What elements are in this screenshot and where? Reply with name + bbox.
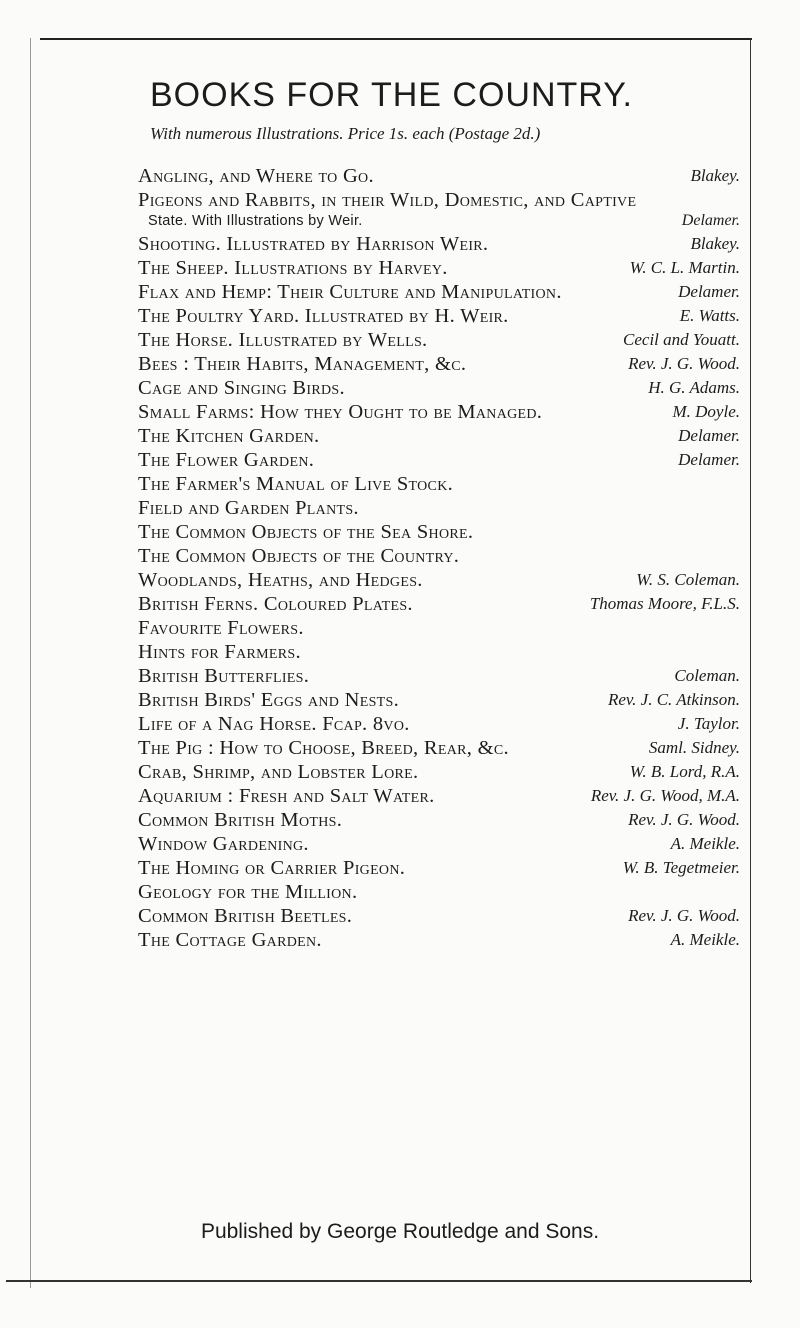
list-item [138, 640, 740, 664]
list-item [138, 616, 740, 640]
book-title: The Common Objects of the Country. [138, 545, 460, 567]
book-title: The Cottage Garden. [138, 929, 322, 951]
book-author: Rev. J. C. Atkinson. [607, 690, 740, 709]
list-item [138, 568, 740, 592]
book-title: Crab, Shrimp, and Lobster Lore. [138, 761, 419, 783]
list-item [138, 856, 740, 880]
book-author: E. Watts. [679, 306, 740, 325]
book-title: British Birds' Eggs and Nests. [138, 689, 400, 711]
book-author: Cecil and Youatt. [623, 330, 740, 349]
page-subtitle: With numerous Illustrations. Price 1s. each (Postage 2d.) [150, 124, 541, 143]
book-list [138, 164, 740, 952]
book-title: Small Farms: How they Ought to be Managed. [138, 401, 543, 423]
book-author: Rev. J. G. Wood. [628, 354, 740, 373]
list-item [138, 304, 740, 328]
list-item [138, 928, 740, 952]
frame-right-rule [750, 38, 751, 1283]
book-title: Cage and Singing Birds. [138, 377, 345, 399]
book-author: Rev. J. G. Wood. [628, 906, 740, 925]
list-item [138, 256, 740, 280]
book-title: Geology for the Million. [138, 881, 358, 903]
book-title: The Pig : How to Choose, Breed, Rear, &c. [138, 737, 509, 759]
list-item [138, 688, 740, 712]
list-item [138, 544, 740, 568]
book-title: The Common Objects of the Sea Shore. [138, 521, 474, 543]
list-item [138, 424, 740, 448]
list-item [138, 520, 740, 544]
book-author: Coleman. [674, 666, 740, 685]
book-title: Flax and Hemp: Their Culture and Manipulation. [138, 281, 562, 303]
list-item [138, 832, 740, 856]
book-title: Common British Moths. [138, 809, 343, 831]
list-item [138, 448, 740, 472]
book-title: The Farmer's Manual of Live Stock. [138, 473, 454, 495]
book-title: Aquarium : Fresh and Salt Water. [138, 785, 435, 807]
book-title: Common British Beetles. [138, 905, 353, 927]
book-title: Favourite Flowers. [138, 617, 304, 639]
list-item [138, 880, 740, 904]
book-title: Window Gardening. [138, 833, 309, 855]
book-author: Delamer. [678, 282, 740, 301]
list-item [138, 904, 740, 928]
list-item [138, 400, 740, 424]
list-item [138, 736, 740, 760]
book-author: Delamer. [678, 426, 740, 445]
book-author: J. Taylor. [677, 714, 740, 733]
publisher-footer: Published by George Routledge and Sons. [200, 1220, 600, 1243]
list-item [138, 188, 740, 212]
book-title: The Sheep. Illustrations by Harvey. [138, 257, 448, 279]
list-item [138, 328, 740, 352]
list-item [138, 712, 740, 736]
book-author: Blakey. [690, 234, 740, 253]
list-item [138, 280, 740, 304]
list-item [138, 760, 740, 784]
frame-left-rule [30, 38, 31, 1288]
book-author: W. B. Lord, R.A. [629, 762, 740, 781]
book-title: The Flower Garden. [138, 449, 315, 471]
list-item [138, 352, 740, 376]
book-author: M. Doyle. [672, 402, 740, 421]
book-title: Life of a Nag Horse. Fcap. 8vo. [138, 713, 410, 735]
list-item [138, 164, 740, 188]
list-item [138, 664, 740, 688]
book-author: Delamer. [678, 450, 740, 469]
book-title: Pigeons and Rabbits, in their Wild, Domestic, and Captive [138, 189, 637, 211]
book-title: The Homing or Carrier Pigeon. [138, 857, 406, 879]
book-title: Field and Garden Plants. [138, 497, 359, 519]
book-author: Blakey. [690, 166, 740, 185]
list-item [138, 232, 740, 256]
book-author: W. B. Tegetmeier. [622, 858, 740, 877]
book-title: The Horse. Illustrated by Wells. [138, 329, 428, 351]
frame-bottom-rule [6, 1280, 752, 1282]
list-item [138, 472, 740, 496]
book-author: Saml. Sidney. [648, 738, 740, 757]
list-item [138, 376, 740, 400]
book-title: British Butterflies. [138, 665, 310, 687]
book-title: Angling, and Where to Go. [138, 165, 374, 187]
book-author: A. Meikle. [670, 834, 740, 853]
frame-top-rule [40, 38, 752, 40]
book-title: Bees : Their Habits, Management, &c. [138, 353, 467, 375]
page-title: BOOKS FOR THE COUNTRY. [150, 76, 633, 114]
book-author: A. Meikle. [670, 930, 740, 949]
book-title: Woodlands, Heaths, and Hedges. [138, 569, 423, 591]
book-author: W. S. Coleman. [636, 570, 740, 589]
list-item [138, 592, 740, 616]
book-title: Shooting. Illustrated by Harrison Weir. [138, 233, 489, 255]
book-author: H. G. Adams. [648, 378, 740, 397]
book-author: Rev. J. G. Wood. [628, 810, 740, 829]
book-title: The Kitchen Garden. [138, 425, 320, 447]
book-title: State. With Illustrations by Weir. [148, 213, 363, 229]
list-item [138, 808, 740, 832]
book-title: The Poultry Yard. Illustrated by H. Weir. [138, 305, 509, 327]
list-item [138, 496, 740, 520]
book-title: Hints for Farmers. [138, 641, 301, 663]
book-author: Thomas Moore, F.L.S. [589, 594, 740, 613]
book-author: Delamer. [681, 212, 740, 229]
list-item [138, 784, 740, 808]
list-item [138, 212, 740, 232]
book-author: W. C. L. Martin. [629, 258, 740, 277]
book-author: Rev. J. G. Wood, M.A. [590, 786, 740, 805]
book-title: British Ferns. Coloured Plates. [138, 593, 413, 615]
